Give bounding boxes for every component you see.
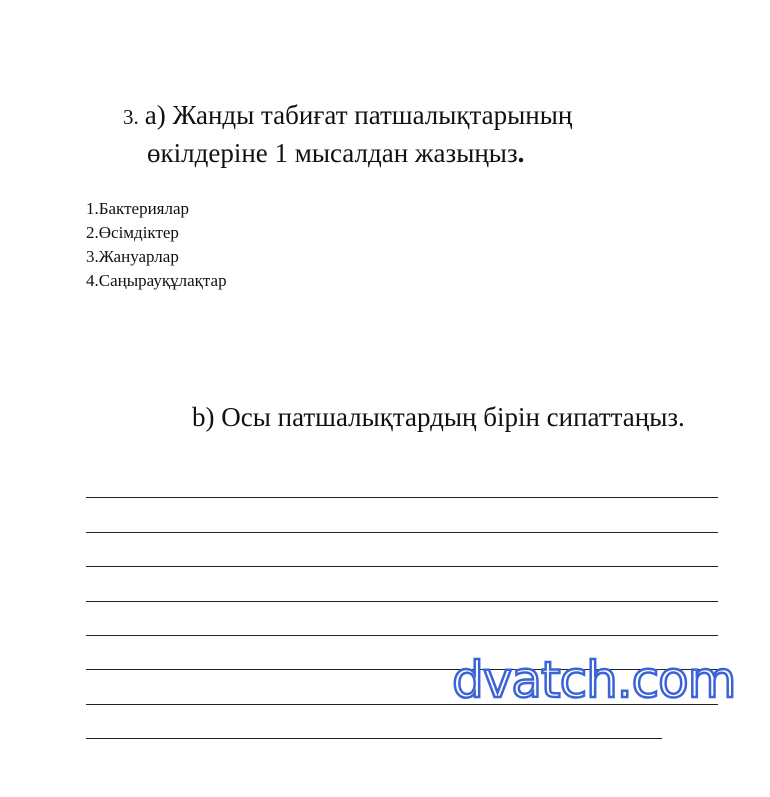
- answer-line[interactable]: [86, 601, 718, 602]
- question-part-a-line-2: өкілдеріне 1 мысалдан жазыңыз: [147, 138, 518, 168]
- answer-line[interactable]: [86, 635, 718, 636]
- answer-line[interactable]: [86, 532, 718, 533]
- question-line-2: [147, 136, 524, 170]
- answer-line[interactable]: [86, 497, 718, 498]
- kingdom-item: 1.Бактериялар: [86, 199, 190, 218]
- kingdom-item: 4.Саңырауқұлақтар: [86, 271, 227, 290]
- question-part-b: b) Осы патшалықтардың бірін сипаттаңыз.: [192, 402, 685, 432]
- kingdoms-list: [86, 197, 227, 293]
- kingdom-item: 3.Жануарлар: [86, 247, 179, 266]
- answer-line[interactable]: [86, 738, 662, 739]
- kingdom-item: 2.Өсімдіктер: [86, 223, 179, 242]
- answer-line[interactable]: [86, 566, 718, 567]
- question-number: 3.: [123, 105, 139, 129]
- question-line-1: [123, 98, 572, 134]
- question-part-a-line-1: а) Жанды табиғат патшалықтарының: [144, 100, 573, 130]
- question-period: .: [517, 138, 525, 168]
- watermark: dvatch.com: [452, 651, 736, 709]
